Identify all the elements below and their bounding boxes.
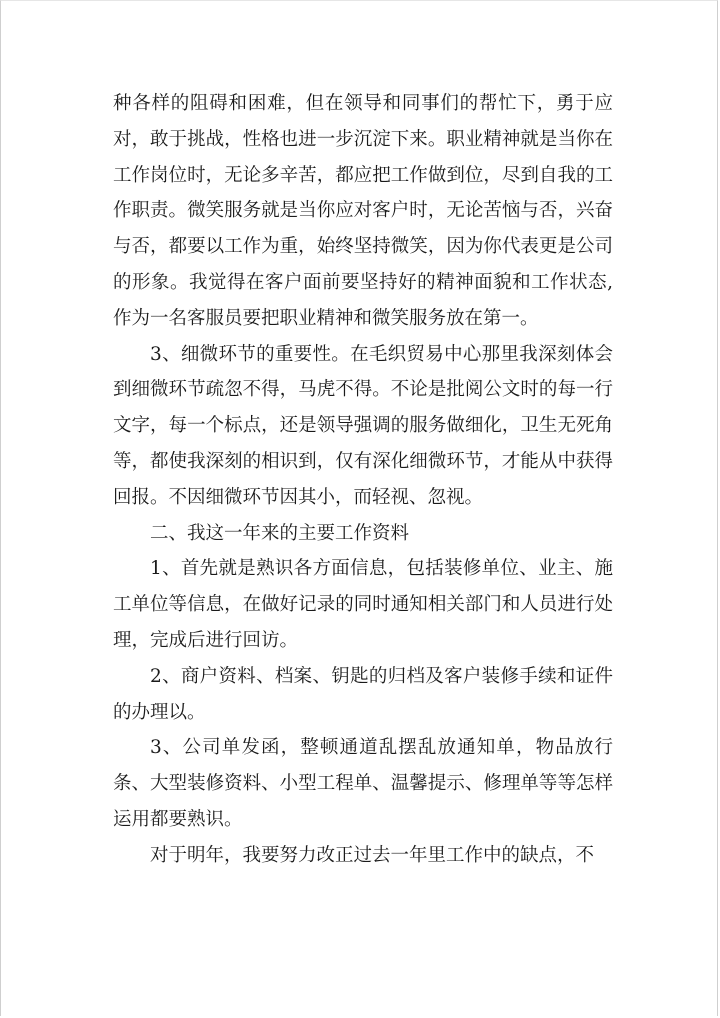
paragraph-3: 1、首先就是熟识各方面信息，包括装修单位、业主、施工单位等信息，在做好记录的同时通知相关部门和人员进行处理，完成后进行回访。 <box>113 558 613 651</box>
section-heading: 二、我这一年来的主要工作资料 <box>150 522 410 544</box>
paragraph-6: 对于明年，我要努力改正过去一年里工作中的缺点，不 <box>150 844 595 866</box>
paragraph-5: 3、公司单发函，整顿通道乱摆乱放通知单，物品放行条、大型装修资料、小型工程单、温馨提示、修理单等等怎样运用都要熟识。 <box>113 737 613 830</box>
document-body <box>113 86 613 874</box>
paragraph-1: 种各样的阻碍和困难，但在领导和同事们的帮忙下，勇于应对，敢于挑战，性格也进一步沉淀下来。职业精神就是当你在工作岗位时，无论多辛苦，都应把工作做到位，尽到自我的工作职责。微笑服务就是当你应对客户时，无论苦恼与否，兴奋与否，都要以工作为重，始终坚持微笑，因为你代表更是公司的形象。我觉得在客户面前要坚持好的精神面貌和工作状态,作为一名客服员要把职业精神和微笑服务放在第一。 <box>113 93 613 329</box>
paragraph-2: 3、细微环节的重要性。在毛织贸易中心那里我深刻体会到细微环节疏忽不得，马虎不得。不论是批阅公文时的每一行文字，每一个标点，还是领导强调的服务做细化，卫生无死角等，都使我深刻的相识到，仅有深化细微环节，才能从中获得回报。不因细微环节因其小，而轻视、忽视。 <box>113 343 613 508</box>
paragraph-4: 2、商户资料、档案、钥匙的归档及客户装修手续和证件的办理以。 <box>113 665 613 723</box>
